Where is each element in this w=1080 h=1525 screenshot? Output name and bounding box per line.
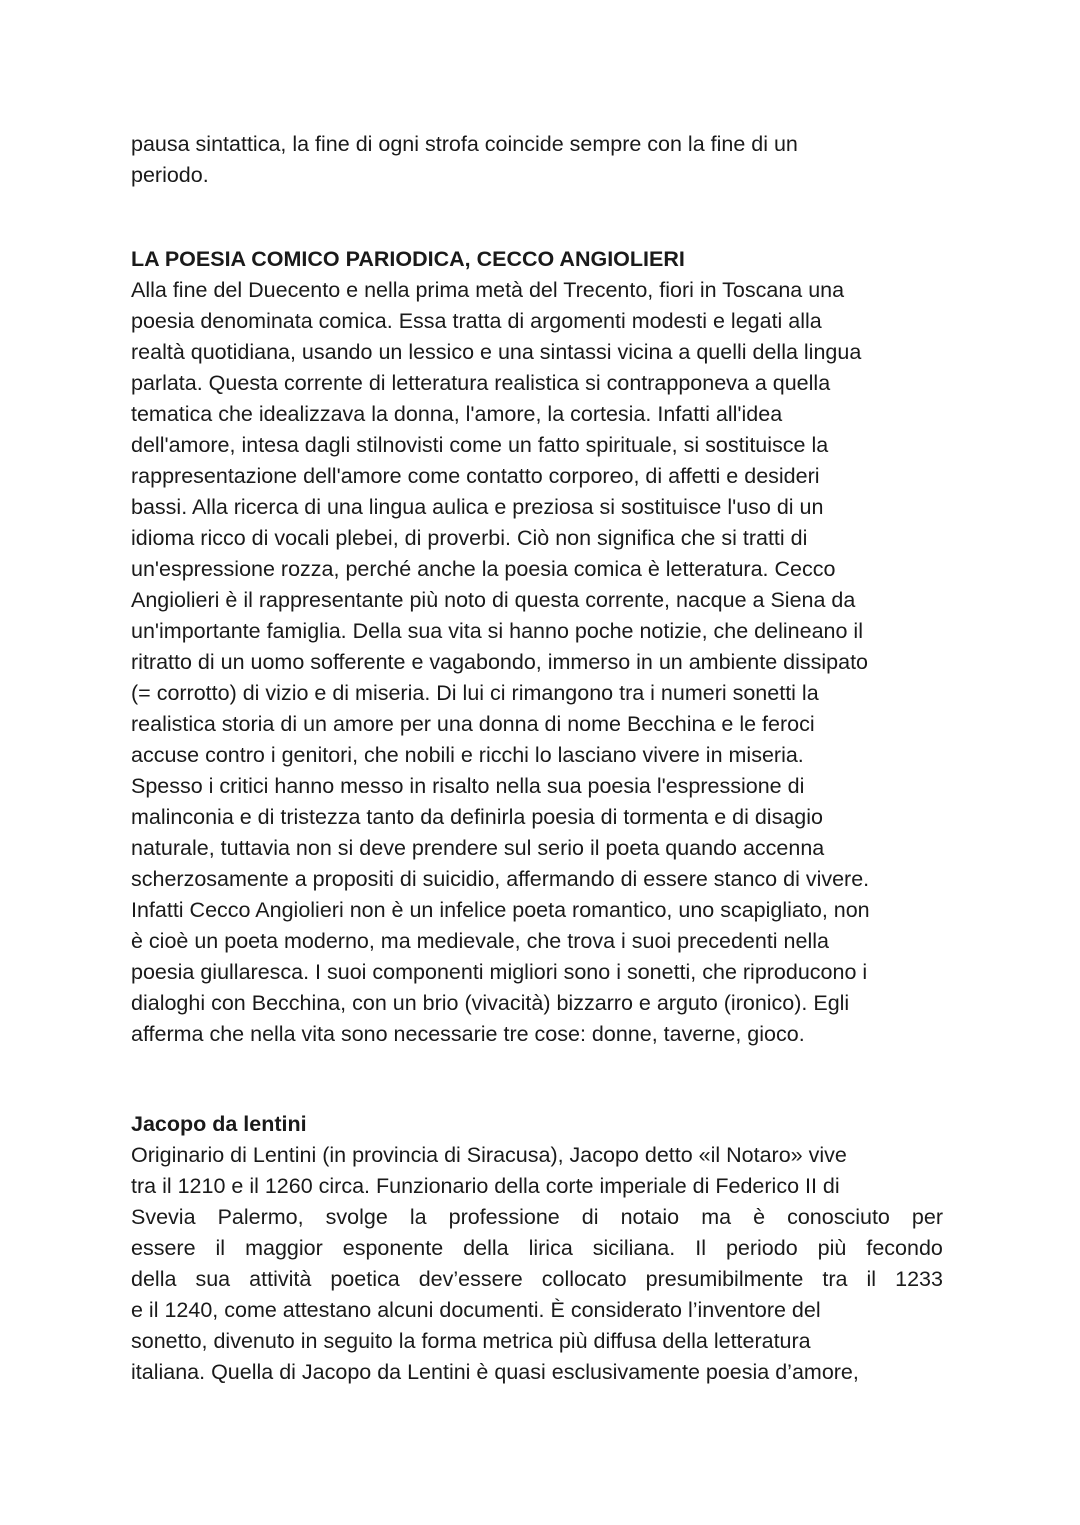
text-line: Infatti Cecco Angiolieri non è un infelice poeta romantico, uno scapigliato, non (131, 898, 870, 922)
word: tra (822, 1267, 848, 1291)
section-heading: Jacopo da lentini (131, 1112, 307, 1136)
text-line: realistica storia di un amore per una donna di nome Becchina e le feroci (131, 712, 815, 736)
text-line: afferma che nella vita sono necessarie tre cose: donne, taverne, gioco. (131, 1022, 805, 1046)
word: siciliana. (592, 1236, 676, 1260)
word: conosciuto (787, 1205, 890, 1229)
text-line: ritratto di un uomo sofferente e vagabondo, immerso in un ambiente dissipato (131, 650, 869, 674)
word: dev’essere (418, 1267, 523, 1291)
text-line: dialoghi con Becchina, con un brio (vivacità) bizzarro e arguto (ironico). Egli (131, 991, 850, 1015)
text-line: pausa sintattica, la fine di ogni strofa coincide sempre con la fine di un (131, 132, 798, 156)
text-line: poesia denominata comica. Essa tratta di argomenti modesti e legati alla (131, 309, 822, 333)
word: notaio (620, 1205, 680, 1229)
text-line: parlata. Questa corrente di letteratura realistica si contrapponeva a quella (131, 371, 831, 395)
word: della (463, 1236, 509, 1260)
word: presumibilmente (645, 1267, 804, 1291)
word: esponente (342, 1236, 444, 1260)
text-line: Angiolieri è il rappresentante più noto di questa corrente, nacque a Siena da (131, 588, 856, 612)
word: essere (131, 1236, 196, 1260)
word: poetica (330, 1267, 400, 1291)
text-line: Originario di Lentini (in provincia di Siracusa), Jacopo detto «il Notaro» vive (131, 1143, 847, 1167)
text-line: poesia giullaresca. I suoi componenti migliori sono i sonetti, che riproducono i (131, 960, 868, 984)
text-line: tematica che idealizzava la donna, l'amore, la cortesia. Infatti all'idea (131, 402, 783, 426)
text-line: tra il 1210 e il 1260 circa. Funzionario della corte imperiale di Federico II di (131, 1174, 840, 1198)
text-line: naturale, tuttavia non si deve prendere sul serio il poeta quando accenna (131, 836, 825, 860)
word: attività (249, 1267, 312, 1291)
word: Palermo, (217, 1205, 304, 1229)
word: maggior (245, 1236, 323, 1260)
text-line: Alla fine del Duecento e nella prima metà del Trecento, fiori in Toscana una (131, 278, 845, 302)
text-line-justified (131, 1264, 943, 1295)
text-line: rappresentazione dell'amore come contatto corporeo, di affetti e desideri (131, 464, 820, 488)
text-line: realtà quotidiana, usando un lessico e una sintassi vicina a quelli della lingua (131, 340, 862, 364)
section-body (131, 275, 961, 1050)
word: sua (195, 1267, 231, 1291)
text-line: bassi. Alla ricerca di una lingua aulica e preziosa si sostituisce l'uso di un (131, 495, 824, 519)
text-line: periodo. (131, 163, 209, 187)
text-line: italiana. Quella di Jacopo da Lentini è quasi esclusivamente poesia d’amore, (131, 1360, 859, 1384)
word: il (866, 1267, 877, 1291)
word: svolge (325, 1205, 388, 1229)
word: per (911, 1205, 943, 1229)
section-jacopo-da-lentini (131, 1109, 961, 1388)
word: Svevia (131, 1205, 196, 1229)
text-line: scherzosamente a propositi di suicidio, affermando di essere stanco di vivere. (131, 867, 870, 891)
word: più (817, 1236, 847, 1260)
word: di (581, 1205, 599, 1229)
section-cecco-angiolieri (131, 244, 961, 1050)
text-line: e il 1240, come attestano alcuni documenti. È considerato l’inventore del (131, 1298, 821, 1322)
justified-lines (131, 1202, 961, 1295)
word: della (131, 1267, 177, 1291)
word: collocato (541, 1267, 627, 1291)
word: ma (701, 1205, 732, 1229)
text-line: Spesso i critici hanno messo in risalto nella sua poesia l'espressione di (131, 774, 805, 798)
word: la (409, 1205, 427, 1229)
section-heading: LA POESIA COMICO PARIODICA, CECCO ANGIOLIERI (131, 247, 685, 271)
word: professione (448, 1205, 560, 1229)
word: fecondo (866, 1236, 943, 1260)
text-line-justified (131, 1233, 943, 1264)
word: Il (695, 1236, 706, 1260)
text-line: malinconia e di tristezza tanto da definirla poesia di tormenta e di disagio (131, 805, 823, 829)
text-line: sonetto, divenuto in seguito la forma metrica più diffusa della letteratura (131, 1329, 811, 1353)
word: 1233 (895, 1267, 943, 1291)
text-line: (= corrotto) di vizio e di miseria. Di lui ci rimangono tra i numeri sonetti la (131, 681, 819, 705)
text-line-justified (131, 1202, 943, 1233)
word: il (215, 1236, 226, 1260)
word: periodo (725, 1236, 798, 1260)
text-line: dell'amore, intesa dagli stilnovisti come un fatto spirituale, si sostituisce la (131, 433, 829, 457)
text-line: idioma ricco di vocali plebei, di proverbi. Ciò non significa che si tratti di (131, 526, 808, 550)
word: lirica (528, 1236, 573, 1260)
text-line: è cioè un poeta moderno, ma medievale, che trova i suoi precedenti nella (131, 929, 829, 953)
word: è (753, 1205, 766, 1229)
intro-paragraph (131, 129, 961, 191)
text-line: un'importante famiglia. Della sua vita si hanno poche notizie, che delineano il (131, 619, 863, 643)
text-line: un'espressione rozza, perché anche la poesia comica è letteratura. Cecco (131, 557, 836, 581)
text-line: accuse contro i genitori, che nobili e ricchi lo lasciano vivere in miseria. (131, 743, 804, 767)
